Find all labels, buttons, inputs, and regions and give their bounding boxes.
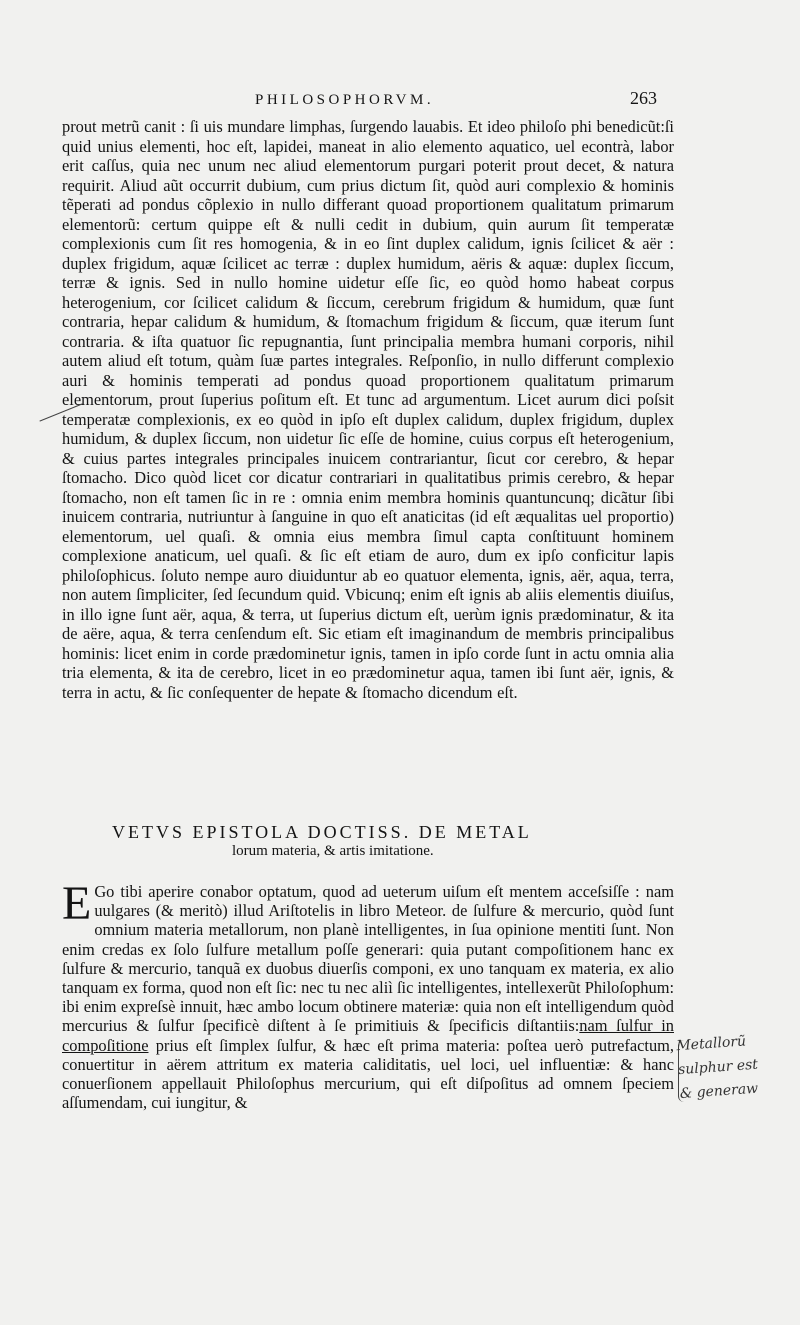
running-head: PHILOSOPHORVM. <box>255 92 435 108</box>
main-text-block <box>62 117 674 702</box>
drop-cap: E <box>62 877 92 930</box>
epistle-text-block <box>62 877 674 1113</box>
margin-note-line-2: sulphur est <box>677 1056 759 1079</box>
main-paragraph: prout metrũ canit : ſi uis mundare limphas, ſurgendo lauabis. Et ideo philoſo phi benedicũt:ſi quid unius elementi, hoc eſt, lapidei, maneat in alio elemento aquatico, uel econtrà, labor erit caſſus, quia nec unum nec aliud elementorum purgari poterit prout decet, & natura requirit. Aliud aũt occurrit dubium, cum prius dictum ſit, quòd auri complexio & hominis tẽperati ad pondus cõplexio in nullo differant quoad proportionem qualitatum primarum elementorũ: certum quippe eſt & nulli cedit in dubium, quin aurum ſit temperatæ complexionis cum ſit res homogenia, & in eo ſint duplex calidum, ignis ſcilicet & aër : duplex frigidum, aquæ ſcilicet ac terræ : duplex humidum, aëris & aquæ: duplex ſiccum, terræ & ignis. Sed in nullo homine uidetur eſſe ſic, eo quòd homo habeat corpus heterogenium, cor ſcilicet calidum & ſiccum, cerebrum frigidum & humidum, quæ ſunt contraria, hepar calidum & humidum, & ſtomachum frigidum & ſiccum, quæ iterum ſunt contraria. & iſta quatuor ſic repugnantia, ſunt principalia membra humani corporis, nihil autem aliud eſt totum, quàm ſuæ partes integrales. Reſponſio, in nullo differunt complexio auri & hominis temperati ad pondus quoad proportionem qualitatum primarum elementorum, prout ſuperius poſitum eſt. Et tunc ad argumentum. Licet aurum dici poſsit temperatæ complexionis, ex eo quòd in ipſo eſt duplex calidum, duplex frigidum, duplex humidum, & duplex ſiccum, non uidetur ſic eſſe de homine, cuius corpus eſt heterogenium, & cuius partes integrales principales inuicem contrariantur, ſicut cor cerebro, & hepar ſtomacho. Dico quòd licet cor dicatur contrariari in qualitatibus primis cerebro, & hepar ſtomacho, non eſt tamen ſic in re : omnia enim membra hominis quantuncunq; dicãtur ſibi inuicem contraria, nutriuntur à ſanguine in quo eſt anaticitas (id eſt æqualitas uel proportio) elementorum, uel quaſi. & omnia eius membra ſimul capta conſtituunt hominem complexione anaticum, uel quaſi. & ſic eſt etiam de auro, dum ex ipſo conficitur lapis philoſophicus. ſoluto nempe auro diuiduntur ab eo quatuor elementa, ignis, aër, aqua, terra, non autem ſimpliciter, ſed ſecundum quid. Vbicunq; enim eſt ignis ab aliis elementis diuiſus, in illo igne ſunt aër, aqua, & terra, ut ſuperius dictum eſt, uerùm ignis prædominatur, & ita de aëre, aqua, & terra cenſendum eſt. Sic etiam eſt imaginandum de membris principalibus hominis: licet enim in corde prædominetur ignis, tamen in ipſo corde ſunt in actu omnia alia tria elementa, & ita de cerebro, licet in eo prædominetur aqua, tamen ibi ſunt aër, ignis, & terra in actu, & ſic conſequenter de hepate & ſtomacho dicendum eſt. <box>62 117 674 702</box>
underlined-phrase: nam ſulfur in compoſitione <box>62 1016 674 1055</box>
page-number: 263 <box>630 88 657 108</box>
margin-note-line-3: & generaw <box>679 1080 759 1103</box>
epistle-text-part-1: Go tibi aperire conabor optatum, quod ad ueterum uiſum eſt mentem acceſsiſſe : nam uulgares (& meritò) illud Ariſtotelis in libro Meteor. de ſulfure & mercurio, quòd ſunt omnium materia metallorum, non planè intelligentes, in ſua opinione mentiti ſunt. Non enim credas ex ſolo ſulfure metallum poſſe generari: quia putant compoſitionem hanc ex ſulfure & mercurio, tanquã ex duobus diuerſis componi, ex uno tanquam ex materia, ex alio tanquam ex forma, quod non eſt ſic: nec tu nec aliì ſic intelligentes, intellexerũt Philoſophum: ibi enim expreſsè innuit, hæc ambo locum obtinere materiæ: quia non eſt intelligendum quòd mercurius & ſulfur ſpecificè diſtent à ſe primitiuis & ſpecificis diſtantiis: <box>62 882 674 1036</box>
margin-note-line-1: Metallorũ <box>675 1033 747 1055</box>
epistle-paragraph <box>62 877 674 1113</box>
section-title-line-2: lorum materia, & artis imitatione. <box>232 843 434 859</box>
section-heading <box>112 822 612 860</box>
handwritten-marginal-note <box>676 1026 800 1106</box>
epistle-text-part-2: prius eſt ſimplex ſulfur, & hæc eſt prima materia: poſtea uerò putrefactum, conuertitur in aërem attritum ex materia caliditatis, uel loci, uel influentiæ: & hanc conuerſionem appellauit Philoſophus mercurium, qui eſt diſpoſitus ad omnem ſpeciem aſſumendam, cui iungitur, & <box>62 1035 674 1113</box>
section-title-line-1: VETVS EPISTOLA DOCTISS. DE METAL <box>112 822 532 842</box>
